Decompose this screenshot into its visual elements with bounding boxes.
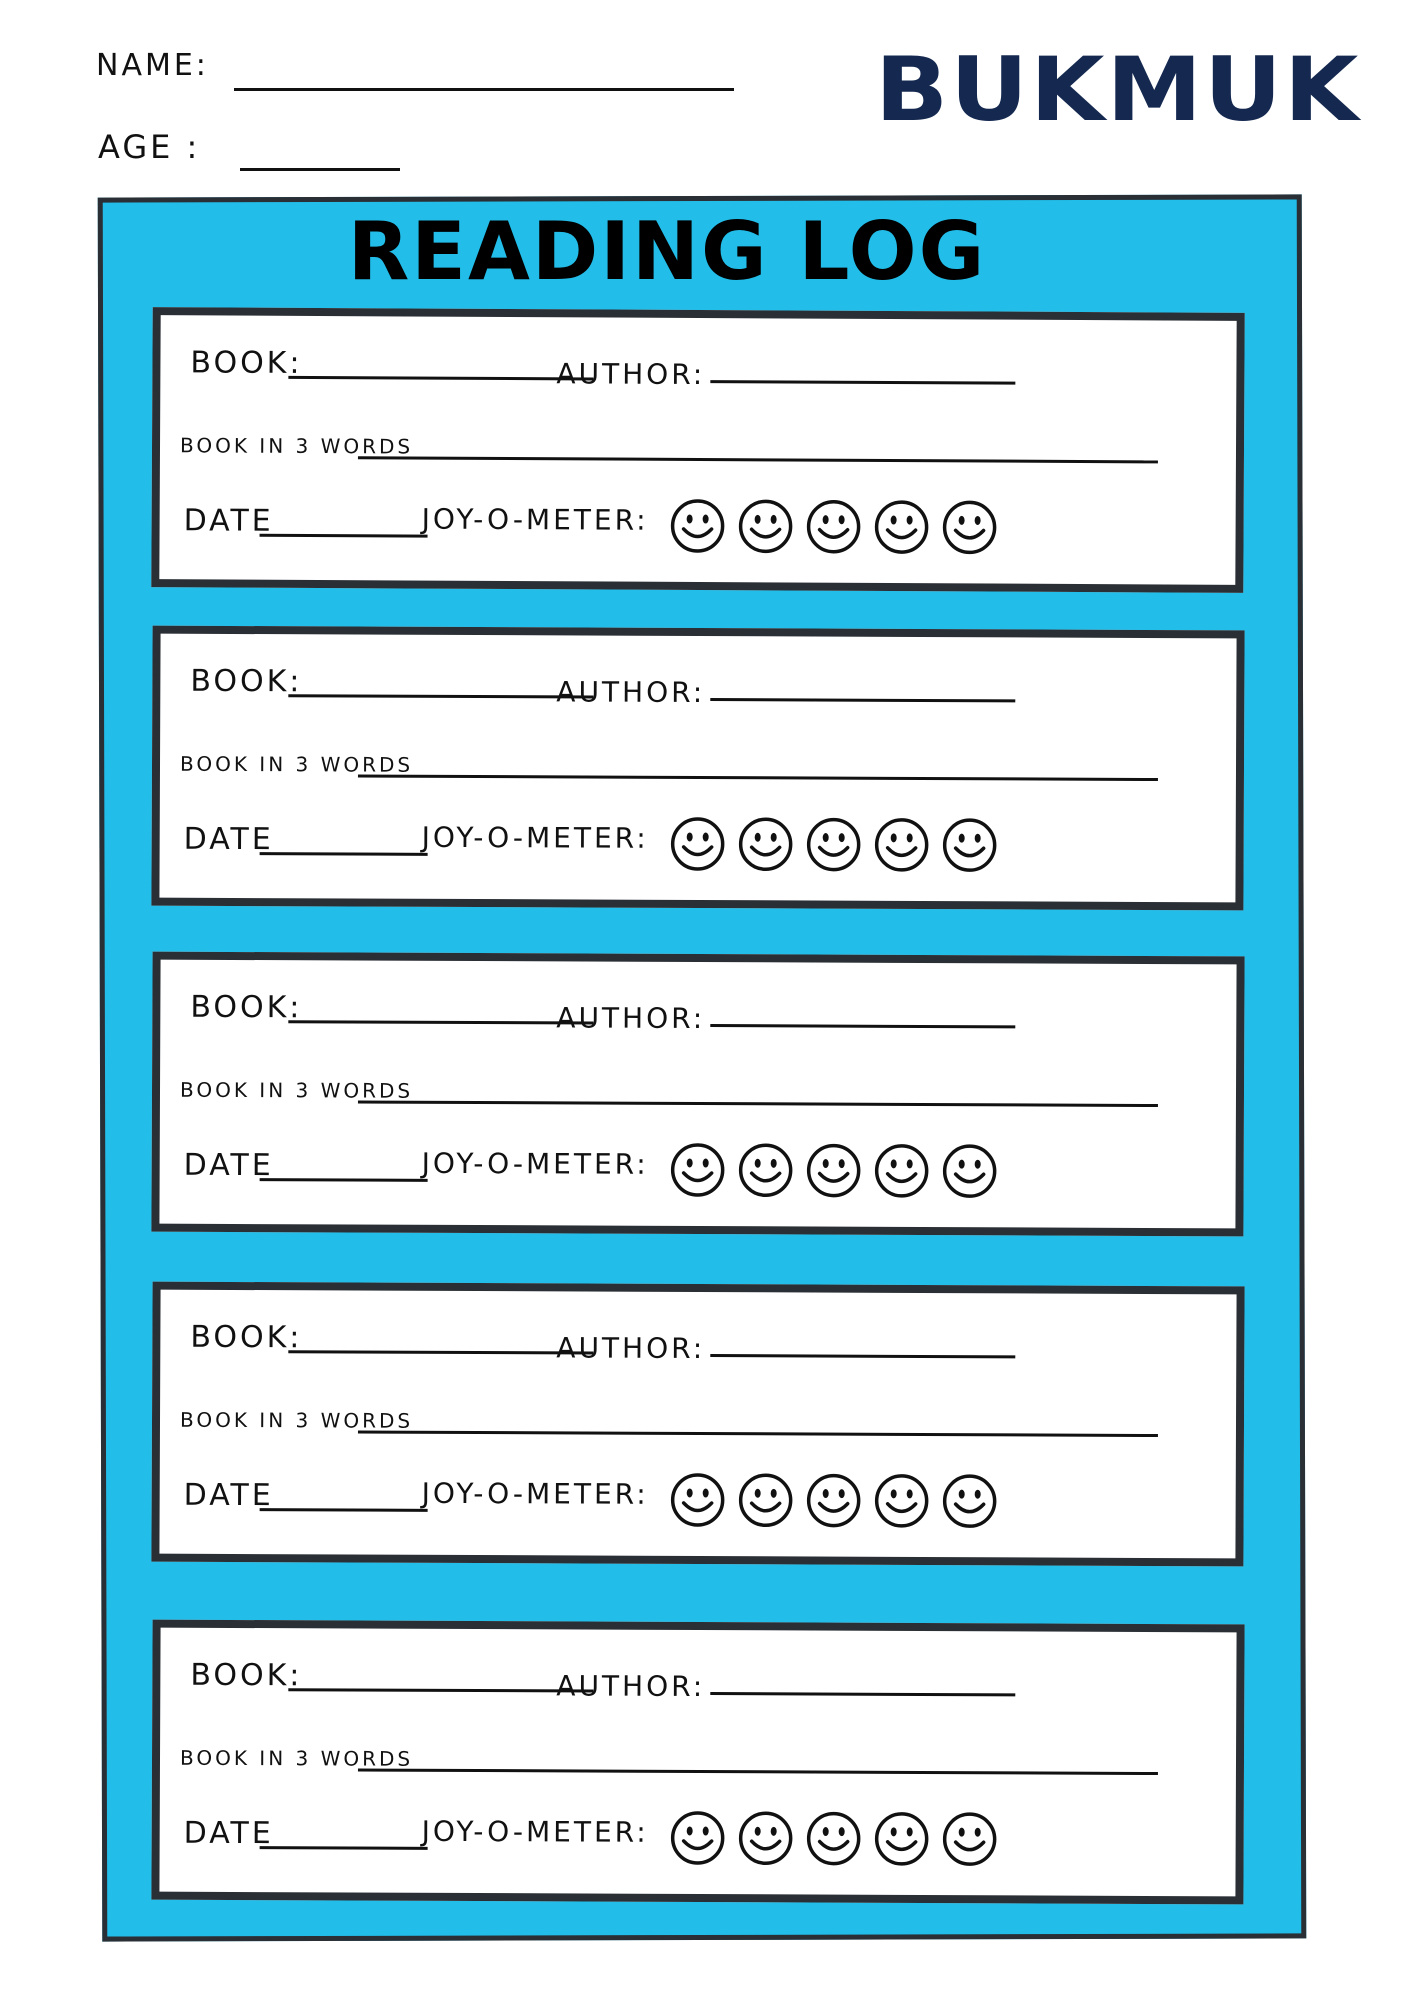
joy-o-meter-label: JOY-O-METER:	[421, 1146, 649, 1181]
smiley-face-icon[interactable]	[737, 498, 793, 554]
book-in-3-words-field[interactable]	[358, 1769, 1158, 1775]
author-label: AUTHOR:	[556, 1331, 706, 1366]
brand-logo: BUKMUK	[875, 38, 1361, 142]
joy-o-meter	[670, 1142, 998, 1199]
joy-o-meter-label: JOY-O-METER:	[421, 1476, 649, 1511]
author-field[interactable]	[710, 1354, 1015, 1358]
smiley-face-icon[interactable]	[738, 1810, 794, 1866]
log-entry	[151, 626, 1244, 911]
smiley-face-icon[interactable]	[806, 816, 862, 872]
joy-o-meter	[670, 816, 998, 873]
smiley-face-icon[interactable]	[670, 1810, 726, 1866]
age-label: AGE :	[98, 128, 201, 166]
smiley-face-icon[interactable]	[670, 1142, 726, 1198]
date-label: DATE	[183, 1477, 274, 1514]
date-field[interactable]	[260, 534, 428, 538]
date-field[interactable]	[260, 1508, 428, 1512]
smiley-face-icon[interactable]	[806, 1472, 862, 1528]
book-label: BOOK:	[190, 1657, 303, 1694]
book-label: BOOK:	[190, 1319, 303, 1356]
book-field[interactable]	[288, 1350, 593, 1354]
date-label: DATE	[183, 821, 274, 858]
date-label: DATE	[183, 1147, 274, 1184]
book-in-3-words-label: BOOK IN 3 WORDS	[179, 1077, 414, 1103]
log-entry	[151, 1282, 1244, 1567]
smiley-face-icon[interactable]	[942, 1811, 998, 1867]
author-field[interactable]	[710, 698, 1015, 702]
book-in-3-words-field[interactable]	[358, 1101, 1158, 1107]
log-entry	[151, 1620, 1244, 1905]
book-in-3-words-field[interactable]	[358, 775, 1158, 781]
book-in-3-words-label: BOOK IN 3 WORDS	[179, 433, 414, 459]
joy-o-meter-label: JOY-O-METER:	[421, 1814, 649, 1849]
book-field[interactable]	[288, 694, 593, 698]
date-label: DATE	[183, 1815, 274, 1852]
book-in-3-words-label: BOOK IN 3 WORDS	[179, 751, 414, 777]
smiley-face-icon[interactable]	[941, 499, 997, 555]
book-in-3-words-field[interactable]	[358, 1431, 1158, 1437]
joy-o-meter	[669, 498, 997, 556]
book-label: BOOK:	[190, 989, 303, 1026]
smiley-face-icon[interactable]	[942, 1143, 998, 1199]
author-field[interactable]	[710, 1692, 1015, 1696]
smiley-face-icon[interactable]	[874, 817, 930, 873]
book-in-3-words-label: BOOK IN 3 WORDS	[179, 1407, 414, 1433]
date-field[interactable]	[260, 1846, 428, 1850]
smiley-face-icon[interactable]	[942, 1473, 998, 1529]
book-field[interactable]	[288, 1688, 593, 1692]
author-label: AUTHOR:	[556, 357, 706, 392]
log-entry	[151, 307, 1244, 593]
smiley-face-icon[interactable]	[806, 1810, 862, 1866]
author-field[interactable]	[710, 380, 1015, 385]
author-field[interactable]	[710, 1024, 1015, 1028]
author-label: AUTHOR:	[556, 1669, 706, 1704]
smiley-face-icon[interactable]	[806, 1142, 862, 1198]
joy-o-meter	[670, 1810, 998, 1867]
smiley-face-icon[interactable]	[738, 816, 794, 872]
smiley-face-icon[interactable]	[738, 1142, 794, 1198]
author-label: AUTHOR:	[556, 1001, 706, 1036]
book-label: BOOK:	[190, 663, 303, 700]
date-label: DATE	[183, 503, 274, 539]
age-field[interactable]	[240, 168, 400, 171]
smiley-face-icon[interactable]	[669, 498, 725, 554]
book-in-3-words-field[interactable]	[358, 456, 1158, 463]
smiley-face-icon[interactable]	[670, 816, 726, 872]
smiley-face-icon[interactable]	[874, 1143, 930, 1199]
name-field[interactable]	[234, 88, 734, 91]
page-title: READING LOG	[347, 205, 987, 298]
smiley-face-icon[interactable]	[874, 1811, 930, 1867]
smiley-face-icon[interactable]	[738, 1472, 794, 1528]
smiley-face-icon[interactable]	[874, 1473, 930, 1529]
smiley-face-icon[interactable]	[670, 1472, 726, 1528]
book-field[interactable]	[288, 376, 593, 381]
smiley-face-icon[interactable]	[805, 499, 861, 555]
book-in-3-words-label: BOOK IN 3 WORDS	[179, 1745, 414, 1771]
book-field[interactable]	[288, 1020, 593, 1024]
author-label: AUTHOR:	[556, 675, 706, 710]
date-field[interactable]	[260, 1178, 428, 1182]
date-field[interactable]	[260, 852, 428, 856]
log-entry	[151, 952, 1244, 1237]
joy-o-meter-label: JOY-O-METER:	[421, 820, 649, 855]
joy-o-meter	[670, 1472, 998, 1529]
joy-o-meter-label: JOY-O-METER:	[421, 502, 649, 537]
book-label: BOOK:	[190, 345, 303, 381]
smiley-face-icon[interactable]	[873, 499, 929, 555]
smiley-face-icon[interactable]	[942, 817, 998, 873]
name-label: NAME:	[96, 48, 209, 83]
